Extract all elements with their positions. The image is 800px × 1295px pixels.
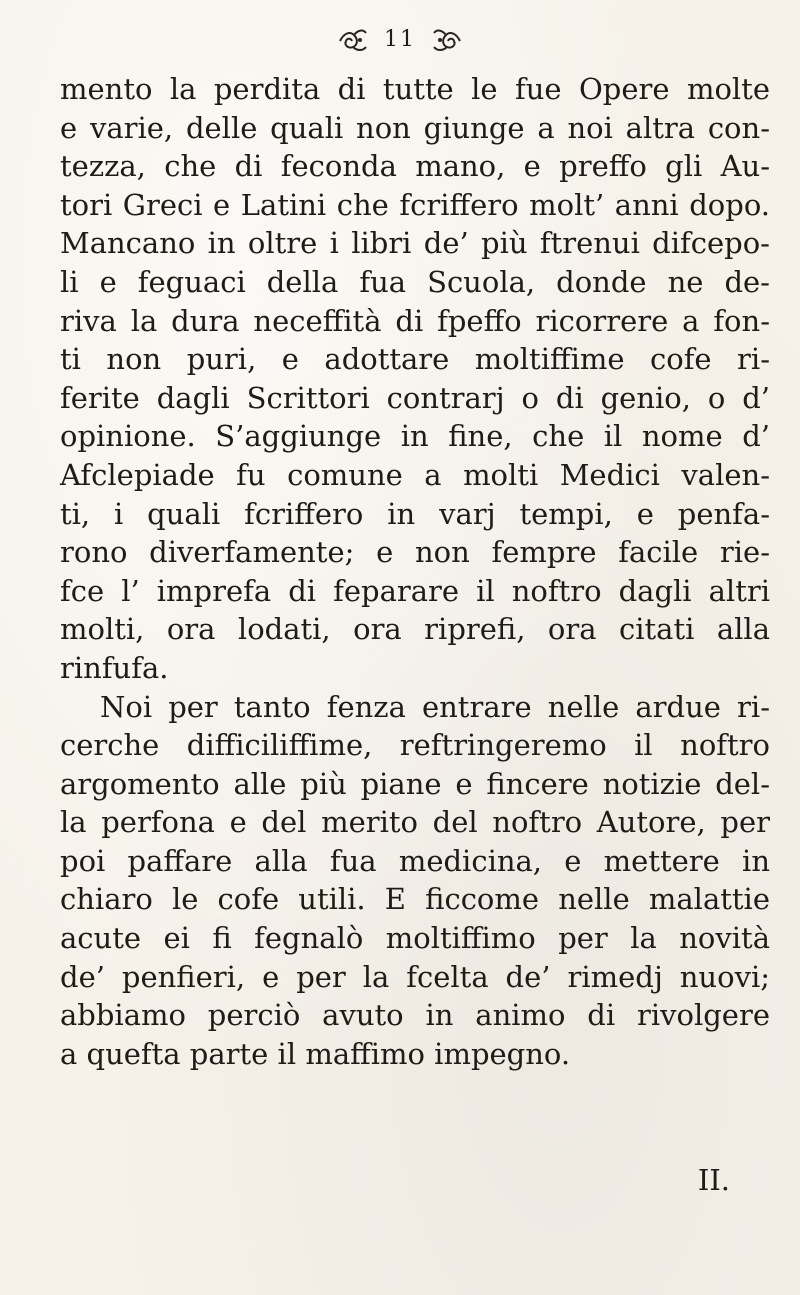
page-header <box>0 10 800 70</box>
text-line: tezza, che di feconda mano, e preffo gli Au- <box>60 149 770 184</box>
text-line: argomento alle più piane e fincere notizie del- <box>60 766 770 801</box>
fleuron-left-icon <box>336 23 370 57</box>
text-line: poi paffare alla fua medicina, e mettere in <box>60 843 770 878</box>
text-line: tori Greci e Latini che fcriffero molt’ anni dopo. <box>60 187 770 222</box>
text-line: ferite dagli Scrittori contrarj o di genio, o d’ <box>60 380 770 415</box>
text-line: rinfufa. <box>60 650 169 685</box>
text-line: mento la perdita di tutte le fue Opere molte <box>60 72 770 106</box>
body-text <box>60 70 770 1150</box>
text-line: fce l’ imprefa di feparare il noftro dagli altri <box>60 573 770 608</box>
text-line: ti non puri, e adottare moltiffime cofe ri- <box>60 342 770 377</box>
text-line: Afclepiade fu comune a molti Medici valen- <box>60 457 770 492</box>
text-line: li e feguaci della fua Scuola, donde ne de- <box>60 264 770 299</box>
page-number: 11 <box>384 27 416 52</box>
text-line: la perfona e del merito del noftro Autore, per <box>60 805 770 840</box>
text-line: rono diverfamente; e non fempre facile rie- <box>60 535 770 570</box>
fleuron-right-icon <box>430 23 464 57</box>
text-line: abbiamo perciò avuto in animo di rivolgere <box>60 998 770 1033</box>
text-line: cerche difficiliffime, reftringeremo il noftro <box>60 728 770 763</box>
text-line: riva la dura neceffità di fpeffo ricorrere a fon- <box>60 303 770 338</box>
text-line: de’ penfieri, e per la fcelta de’ rimedj nuovi; <box>60 959 770 994</box>
text-line: ti, i quali fcriffero in varj tempi, e penfa- <box>60 496 770 531</box>
text-line: molti, ora lodati, ora riprefi, ora citati alla <box>60 612 770 647</box>
text-line: chiaro le cofe utili. E ficcome nelle malattie <box>60 882 770 917</box>
text-line: a quefta parte il maffimo impegno. <box>60 1036 571 1071</box>
text-line: Noi per tanto fenza entrare nelle ardue ri- <box>100 689 770 724</box>
text-line: acute ei fi fegnalò moltiffimo per la novità <box>60 921 770 956</box>
text-line: opinione. S’aggiunge in fine, che il nome d’ <box>60 419 770 454</box>
text-line: Mancano in oltre i libri de’ più ftrenui difcepo- <box>60 226 770 261</box>
catchword: II. <box>697 1163 730 1197</box>
text-line: e varie, delle quali non giunge a noi altra con- <box>60 110 770 145</box>
